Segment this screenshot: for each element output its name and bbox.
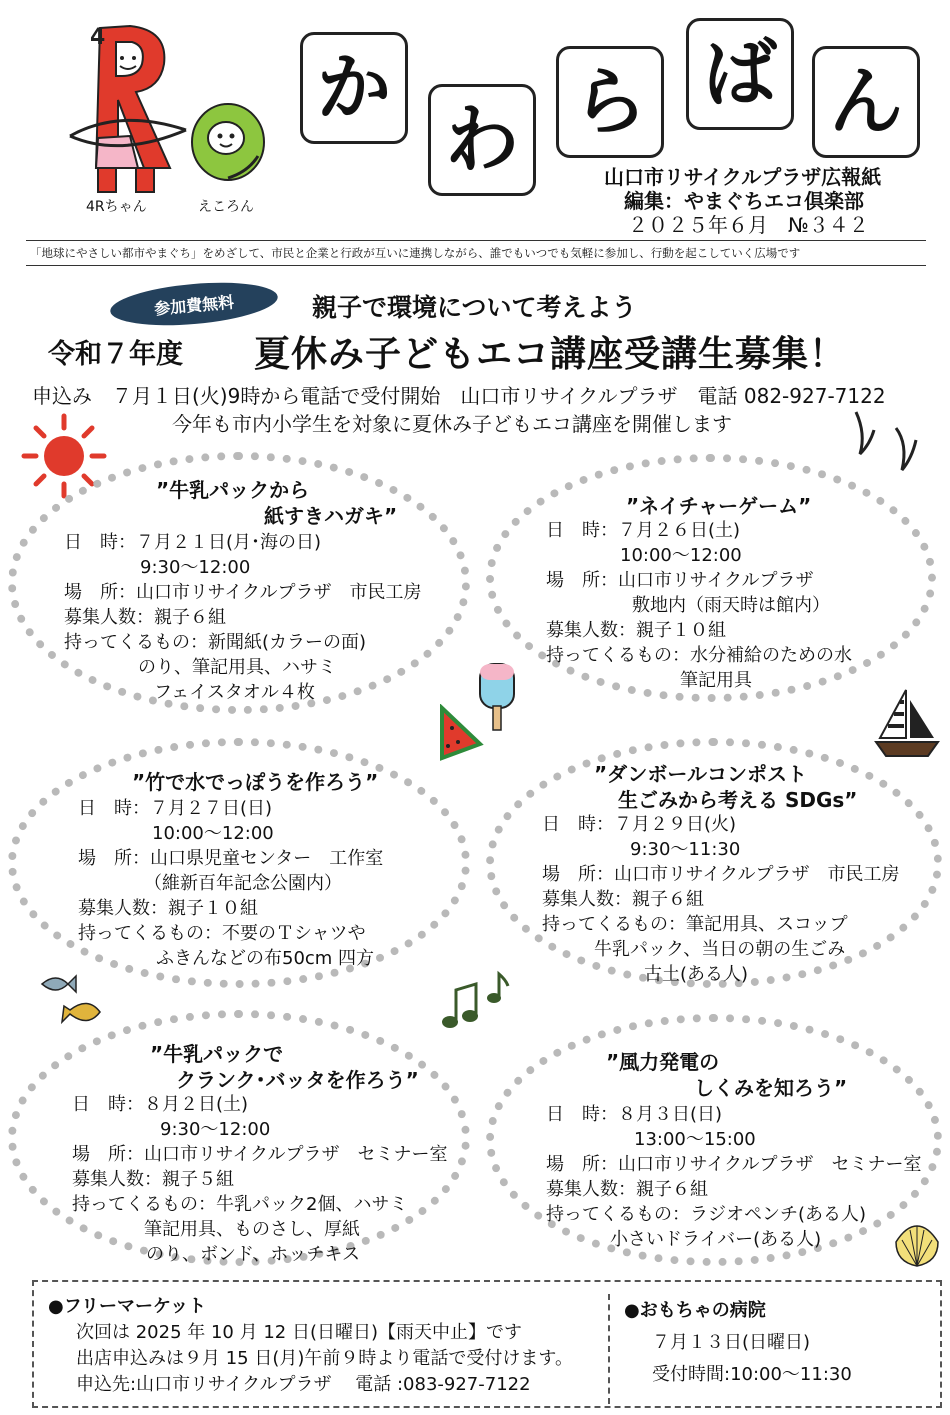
title-tile-1: か <box>300 32 408 144</box>
title-tile-4: ば <box>686 18 794 130</box>
course-title: ”牛乳パックから <box>156 478 310 502</box>
course-row: 9:30～11:30 <box>630 839 741 860</box>
course-row: 持ってくるもの：筆記用具、スコップ <box>542 914 848 935</box>
course-title: 紙すきハガキ” <box>264 504 398 528</box>
svg-text:4: 4 <box>90 25 106 50</box>
header-era: 令和７年度 <box>48 339 183 370</box>
course-row: 日 時：７月２１日(月･海の日) <box>64 532 322 553</box>
apply-line: 申込み ７月１日(火)9時から電話で受付開始 山口市リサイクルプラザ 電話 082-927-7122 <box>32 384 886 408</box>
course-row: 9:30～12:00 <box>140 557 251 578</box>
music-notes-icon <box>436 970 512 1038</box>
sailboat-icon <box>874 686 940 764</box>
toy-hospital-line: 受付時間:10:00～11:30 <box>652 1364 852 1385</box>
course-row: 募集人数：親子１０組 <box>78 898 258 919</box>
course-row: のり、ボンド、ホッチキス <box>146 1244 361 1265</box>
mascot-4r-icon <box>60 18 200 198</box>
mascot1-label: 4Rちゃん <box>86 199 147 215</box>
course-row: 募集人数：親子６組 <box>64 607 226 628</box>
intro-line: 今年も市内小学生を対象に夏休み子どもエコ講座を開催します <box>172 412 732 436</box>
toy-hospital-line: ７月１３日(日曜日) <box>652 1332 811 1353</box>
mascot-ecoron-icon <box>188 100 268 190</box>
course-title: しくみを知ろう” <box>694 1076 848 1100</box>
course-row: 場 所：山口市リサイクルプラザ 市民工房 <box>542 864 900 885</box>
mascot2-label: えころん <box>198 199 254 215</box>
course-row: 募集人数：親子６組 <box>546 1179 708 1200</box>
course-row: 9:30～12:00 <box>160 1119 271 1140</box>
course-row: 持ってくるもの：ラジオペンチ(ある人) <box>546 1204 867 1225</box>
course-row: （維新百年記念公園内） <box>144 873 342 894</box>
header-subtitle: 親子で環境について考えよう <box>312 293 637 322</box>
flea-market-line: 次回は 2025 年 10 月 12 日(日曜日)【雨天中止】です <box>76 1322 522 1343</box>
title-tile-2: わ <box>428 84 536 196</box>
course-row: 敷地内（雨天時は館内） <box>632 595 830 616</box>
course-row: 場 所：山口市リサイクルプラザ 市民工房 <box>64 582 422 603</box>
header-title: 夏休み子どもエコ講座受講生募集！ <box>254 334 847 375</box>
flea-market-line: 申込先:山口市リサイクルプラザ 電話 :083-927-7122 <box>76 1374 531 1395</box>
course-row: 場 所：山口市リサイクルプラザ セミナー室 <box>546 1154 922 1175</box>
info-box <box>32 1280 942 1408</box>
course-row: 持ってくるもの：新聞紙(カラーの面) <box>64 632 367 653</box>
course-title: ”ダンボールコンポスト <box>594 762 807 786</box>
mission-strip: 「地球にやさしい都市やまぐち」をめざして、市民と企業と行政が互いに連携しながら、誰でもいつでも気軽に参加し、行動を起こしていく広場です <box>26 240 926 266</box>
logo-mascot-ecoron <box>188 100 268 190</box>
publication-issue: ２０２５年６月 №３４２ <box>628 213 869 237</box>
course-card-wind-power <box>486 1014 942 1266</box>
publication-editor: 編集：やまぐちエコ倶楽部 <box>624 189 864 213</box>
course-row: ふきんなどの布50cm 四方 <box>156 948 375 969</box>
course-card-nature-game <box>486 454 936 702</box>
course-title: ”風力発電の <box>606 1050 720 1074</box>
course-card-cardboard-compost <box>486 738 942 988</box>
publication-name: 山口市リサイクルプラザ広報紙 <box>604 165 882 189</box>
course-row: 牛乳パック、当日の朝の生ごみ <box>594 939 846 960</box>
birds-icon <box>846 404 926 480</box>
free-badge: 参加費無料 <box>109 277 280 331</box>
toy-hospital-heading: ●おもちゃの病院 <box>624 1300 766 1321</box>
course-row: 募集人数：親子１０組 <box>546 620 726 641</box>
course-title: ”竹で水でっぽうを作ろう” <box>132 770 379 794</box>
course-title: 生ごみから考える SDGs” <box>618 788 858 812</box>
course-row: 場 所：山口市リサイクルプラザ <box>546 570 814 591</box>
course-row: 10:00～12:00 <box>620 545 742 566</box>
course-row: 13:00～15:00 <box>634 1129 756 1150</box>
course-row: 筆記用具 <box>680 670 752 691</box>
course-row: 募集人数：親子６組 <box>542 889 704 910</box>
shell-icon <box>892 1222 942 1274</box>
course-row: 日 時：７月２９日(火) <box>542 814 737 835</box>
course-row: 募集人数：親子５組 <box>72 1169 234 1190</box>
course-card-milk-paper <box>8 452 470 714</box>
flea-market-heading: ●フリーマーケット <box>48 1296 207 1317</box>
flea-market-line: 出店申込みは９月 15 日(月)午前９時より電話で受付けます。 <box>76 1348 573 1369</box>
course-row: 小さいドライバー(ある人) <box>610 1229 822 1250</box>
course-row: 場 所：山口県児童センター 工作室 <box>78 848 384 869</box>
course-row: 場 所：山口市リサイクルプラザ セミナー室 <box>72 1144 448 1165</box>
course-row: 日 時：８月３日(日) <box>546 1104 723 1125</box>
watermelon-icon <box>436 704 484 766</box>
info-divider <box>608 1294 610 1404</box>
course-title: クランク･バッタを作ろう” <box>176 1068 419 1092</box>
logo-mascot-4r <box>60 18 200 198</box>
course-row: 10:00～12:00 <box>152 823 274 844</box>
course-row: 日 時：７月２６日(土) <box>546 520 741 541</box>
course-row: フェイスタオル４枚 <box>154 682 315 703</box>
course-row: のり、筆記用具、ハサミ <box>138 657 336 678</box>
course-row: 持ってくるもの：牛乳パック2個、ハサミ <box>72 1194 408 1215</box>
course-row: 日 時：８月２日(土) <box>72 1094 249 1115</box>
course-row: 古土(ある人) <box>644 964 749 985</box>
course-row: 日 時：７月２７日(日) <box>78 798 273 819</box>
course-card-bamboo-water-gun <box>8 738 470 988</box>
title-tile-5: ん <box>812 46 920 158</box>
title-tile-3: ら <box>556 46 664 158</box>
course-row: 持ってくるもの：水分補給のための水 <box>546 645 852 666</box>
course-row: 持ってくるもの：不要のＴシャツや <box>78 923 366 944</box>
course-row: 筆記用具、ものさし、厚紙 <box>144 1219 360 1240</box>
fish-icon <box>36 970 108 1044</box>
course-card-crank-grasshopper <box>8 1010 470 1266</box>
course-title: ”牛乳パックで <box>150 1042 284 1066</box>
course-title: ”ネイチャーゲーム” <box>626 494 812 518</box>
